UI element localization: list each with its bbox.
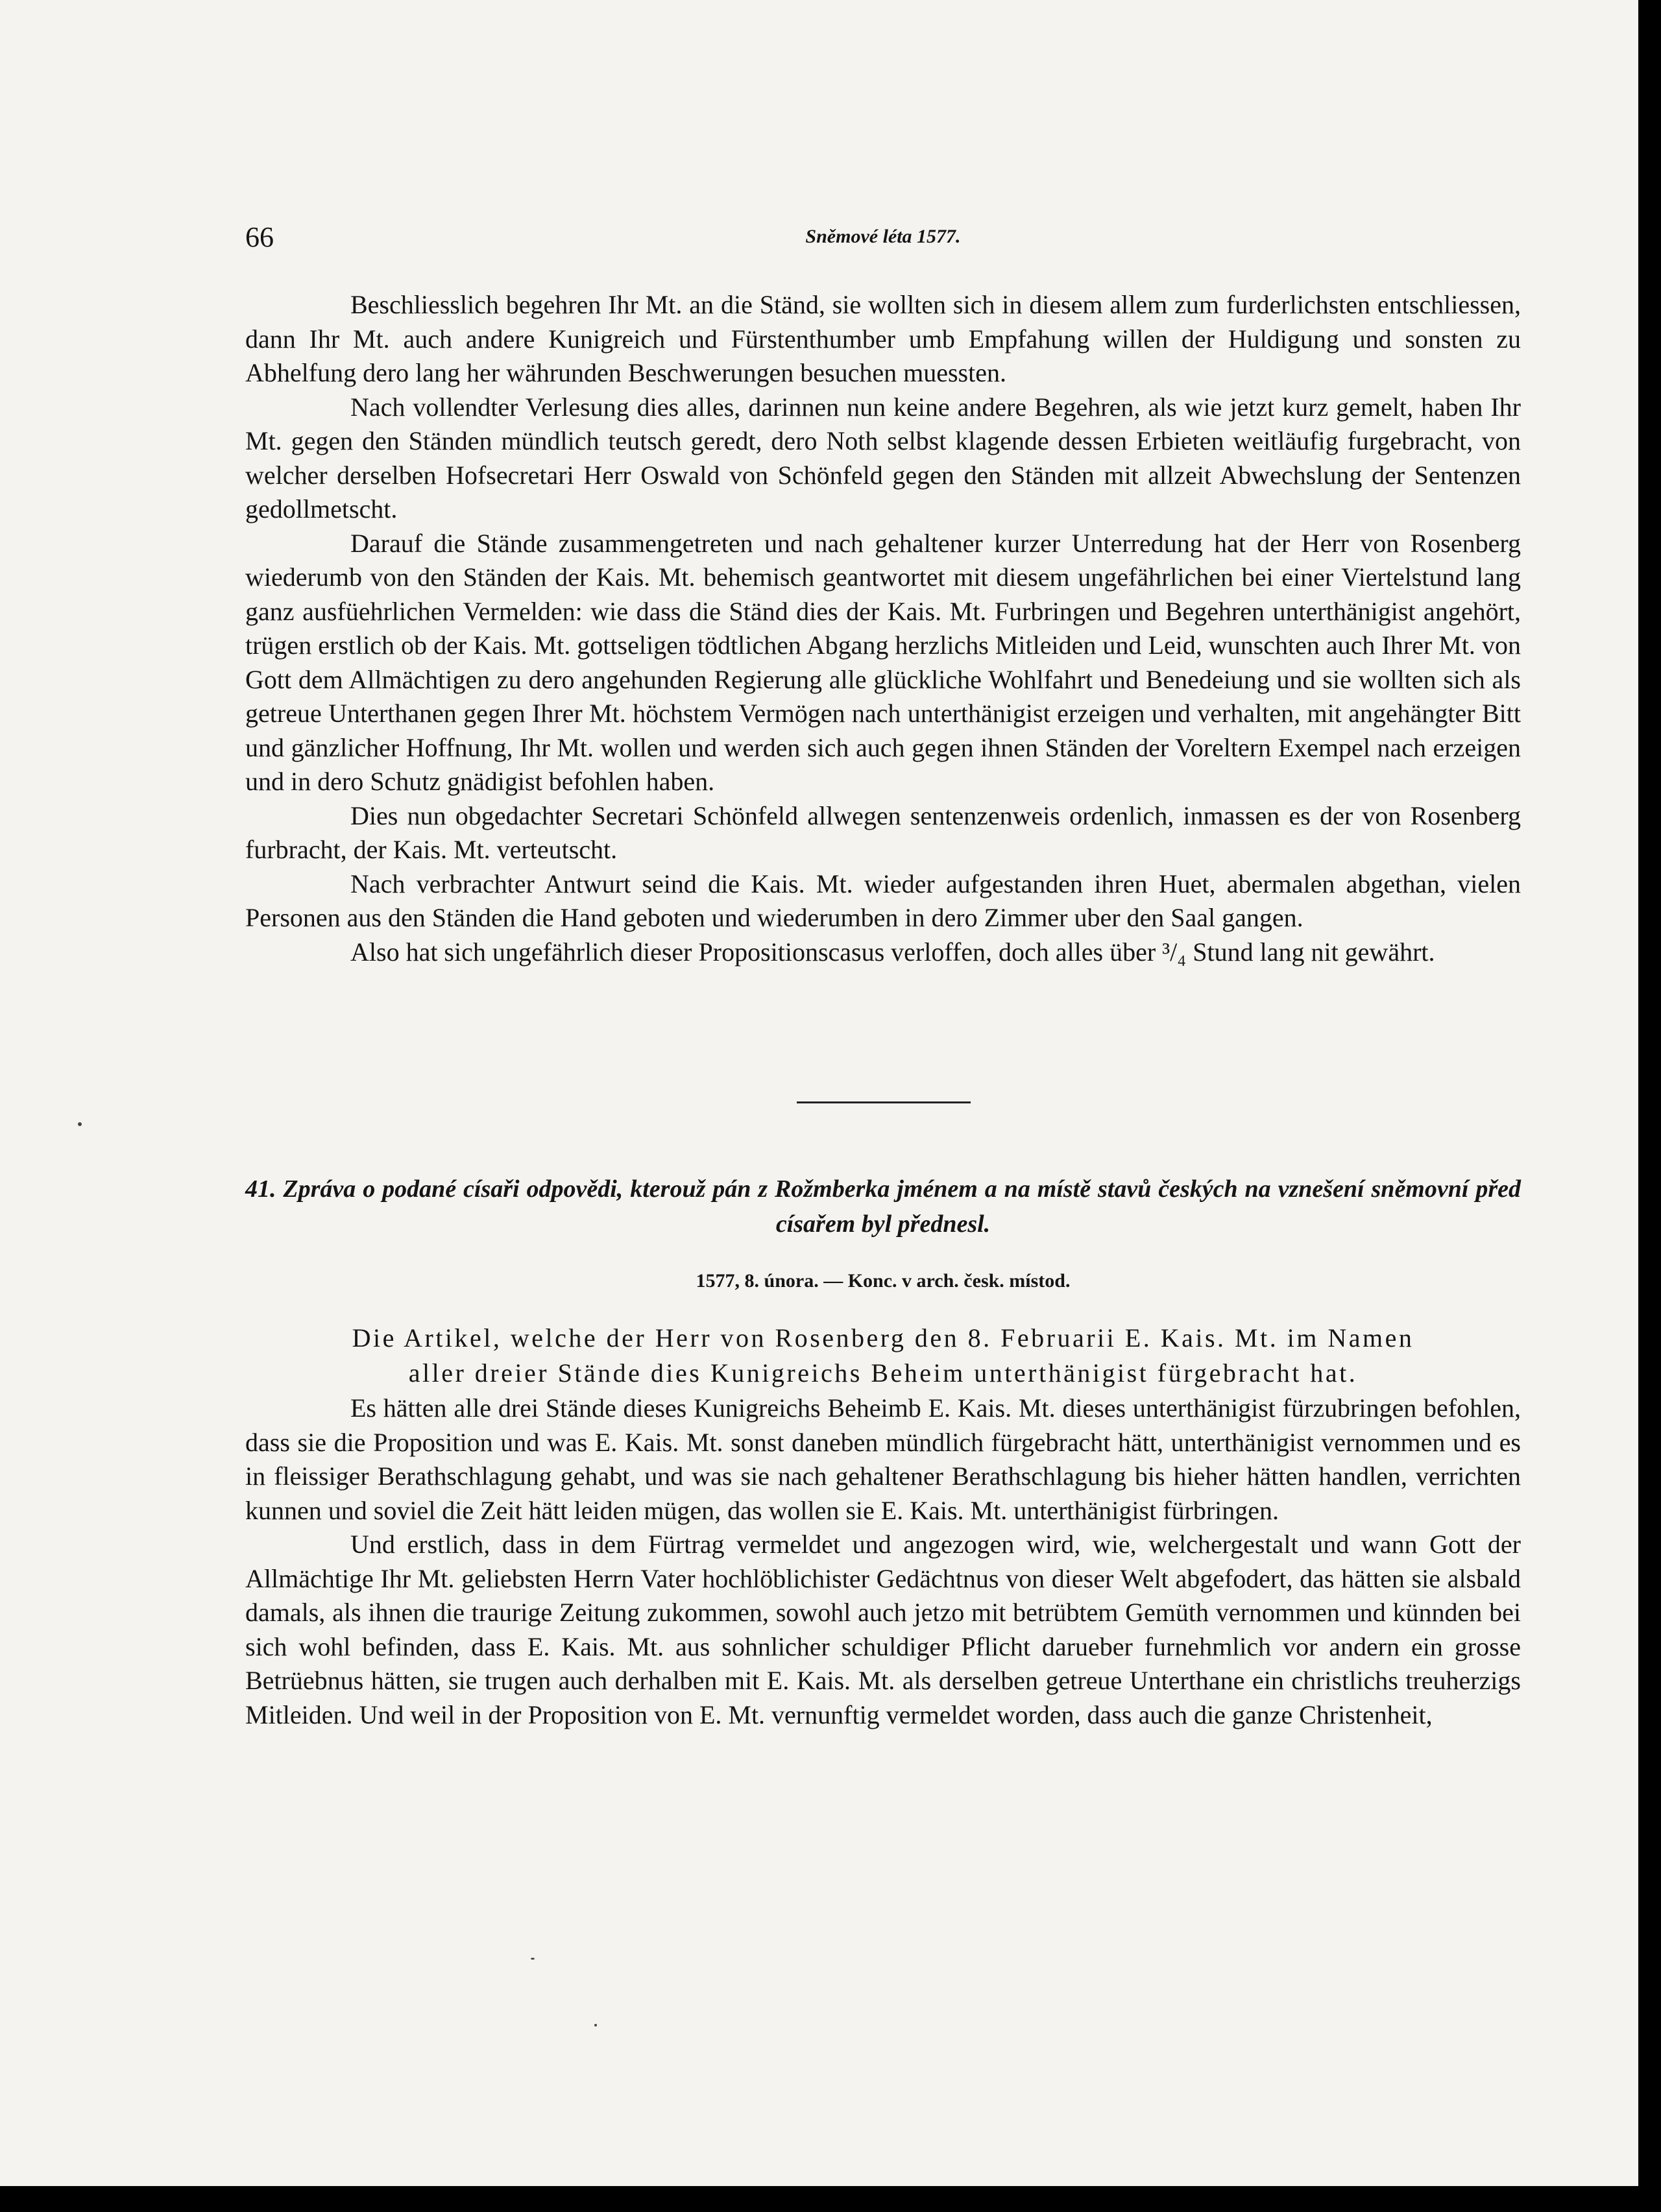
document-heading-text: Zpráva o podané císaři odpovědi, kterouž pán z Rožmberka jménem a na místě stavů českých na vznešení sněmovní před císařem byl přednesl.: [283, 1175, 1521, 1238]
paragraph: Also hat sich ungefährlich dieser Propositionscasus verloffen, doch alles über ³/₄ Stund lang nit gewährt.: [350, 937, 1435, 967]
paragraph: Beschliesslich begehren Ihr Mt. an die Ständ, sie wollten sich in diesem allem zum furderlichsten entschliessen, dann Ihr Mt. auch andere Kunigreich und Fürstenthumber umb Empfahung willen der Huldigung und sonsten zu Abhelfung dero lang her währunden Beschwerungen besuchen muessten.: [245, 290, 1521, 387]
source-line: 1577, 8. února. — Konc. v arch. česk. místod.: [696, 1270, 1071, 1292]
document-heading: [245, 1172, 1521, 1242]
paragraph: Darauf die Stände zusammengetreten und nach gehaltener kurzer Unterredung hat der Herr von Rosenberg wiederumb von den Ständen der Kais. Mt. behemisch geantwortet mit diesem ungefährlichen bei einer Viertelstund lang ganz ausfüehrlichen Vermelden: wie dass die Ständ dies der Kais. Mt. Furbringen und Begehren unterthänigist angehört, trügen erstlich ob der Kais. Mt. gottseligen tödtlichen Abgang herzlichs Mitleiden und Leid, wunschten auch Ihrer Mt. von Gott dem Allmächtigen zu dero angehunden Regierung alle glückliche Wohlfahrt und Benedeiung und sie wollten sich als getreue Unterthanen gegen Ihrer Mt. höchstem Vermögen nach unterthänigist erzeigen und verhalten, mit angehängter Bitt und gänzlicher Hoffnung, Ihr Mt. wollen und werden sich auch gegen ihnen Ständen der Voreltern Exempel nach erzeigen und in dero Schutz gnädigist befohlen haben.: [245, 528, 1521, 796]
document-number: 41.: [245, 1175, 276, 1203]
scan-speck: [594, 2024, 597, 2026]
section-divider: [797, 1101, 971, 1103]
paragraph: Nach vollendter Verlesung dies alles, darinnen nun keine andere Begehren, als wie jetzt kurz gemelt, haben Ihr Mt. gegen den Ständen mündlich teutsch geredt, dero Noth selbst klagende dessen Erbieten weitläufig furgebracht, von welcher derselben Hofsecretari Herr Oswald von Schönfeld gegen den Ständen mit allzeit Abwechslung der Sentenzen gedollmetscht.: [245, 392, 1521, 523]
section-1-text: [245, 288, 1521, 969]
running-title: Sněmové léta 1577.: [805, 226, 961, 247]
paragraph: Dies nun obgedachter Secretari Schönfeld allwegen sentenzenweis ordenlich, inmassen es der von Rosenberg furbracht, der Kais. Mt. verteutscht.: [245, 800, 1521, 864]
article-title-line: aller dreier Stände dies Kunigreichs Beheim unterthänigist fürgebracht hat.: [408, 1358, 1358, 1388]
paragraph: Nach verbrachter Antwurt seind die Kais. Mt. wieder aufgestanden ihren Huet, abermalen abgethan, vielen Personen aus den Ständen die Hand geboten und wiederumben in dero Zimmer uber den Saal gangen.: [245, 869, 1521, 932]
paragraph: Und erstlich, dass in dem Fürtrag vermeldet und angezogen wird, wie, welchergestalt und wann Gott der Allmächtige Ihr Mt. geliebsten Herrn Vater hochlöblichister Gedächtnus von dieser Welt abgefodert, das hätten sie alsbald damals, als ihnen die traurige Zeitung zukommen, sowohl auch jetzo mit betrübtem Gemüth vernommen und künnden bei sich wohl befinden, dass E. Kais. Mt. aus sohnlicher schuldiger Pflicht darueber furnehmlich vor andern ein grosse Betrüebnus hätten, sie trugen auch derhalben mit E. Kais. Mt. als derselben getreue Unterthane ein christlichs treuherzigs Mitleiden. Und weil in der Proposition von E. Mt. vernunftig vermeldet worden, dass auch die ganze Christenheit,: [245, 1530, 1521, 1729]
article-title: [245, 1321, 1521, 1391]
page-header: [245, 221, 1521, 259]
scan-border-right: [1638, 0, 1661, 2212]
scan-speck: [531, 1958, 535, 1960]
article-title-line: Die Artikel, welche der Herr von Rosenberg den 8. Februarii E. Kais. Mt. im Namen: [352, 1323, 1414, 1352]
scan-speck: [78, 1122, 82, 1126]
page-number: 66: [245, 221, 274, 253]
paragraph: Es hätten alle drei Stände dieses Kunigreichs Beheimb E. Kais. Mt. dieses unterthänigist fürzubringen befohlen, dass sie die Proposition und was E. Kais. Mt. sonst daneben mündlich fürgebracht hätt, unterthänigist vernommen und es in fleissiger Berathschlagung gehabt, und was sie nach gehaltener Berathschlagung bis hieher hätten handlen, verrichten kunnen und soviel die Zeit hätt leiden mügen, das wollen sie E. Kais. Mt. unterthänigist fürbringen.: [245, 1393, 1521, 1525]
scan-border-bottom: [0, 2186, 1661, 2212]
section-2-text: [245, 1391, 1521, 1732]
